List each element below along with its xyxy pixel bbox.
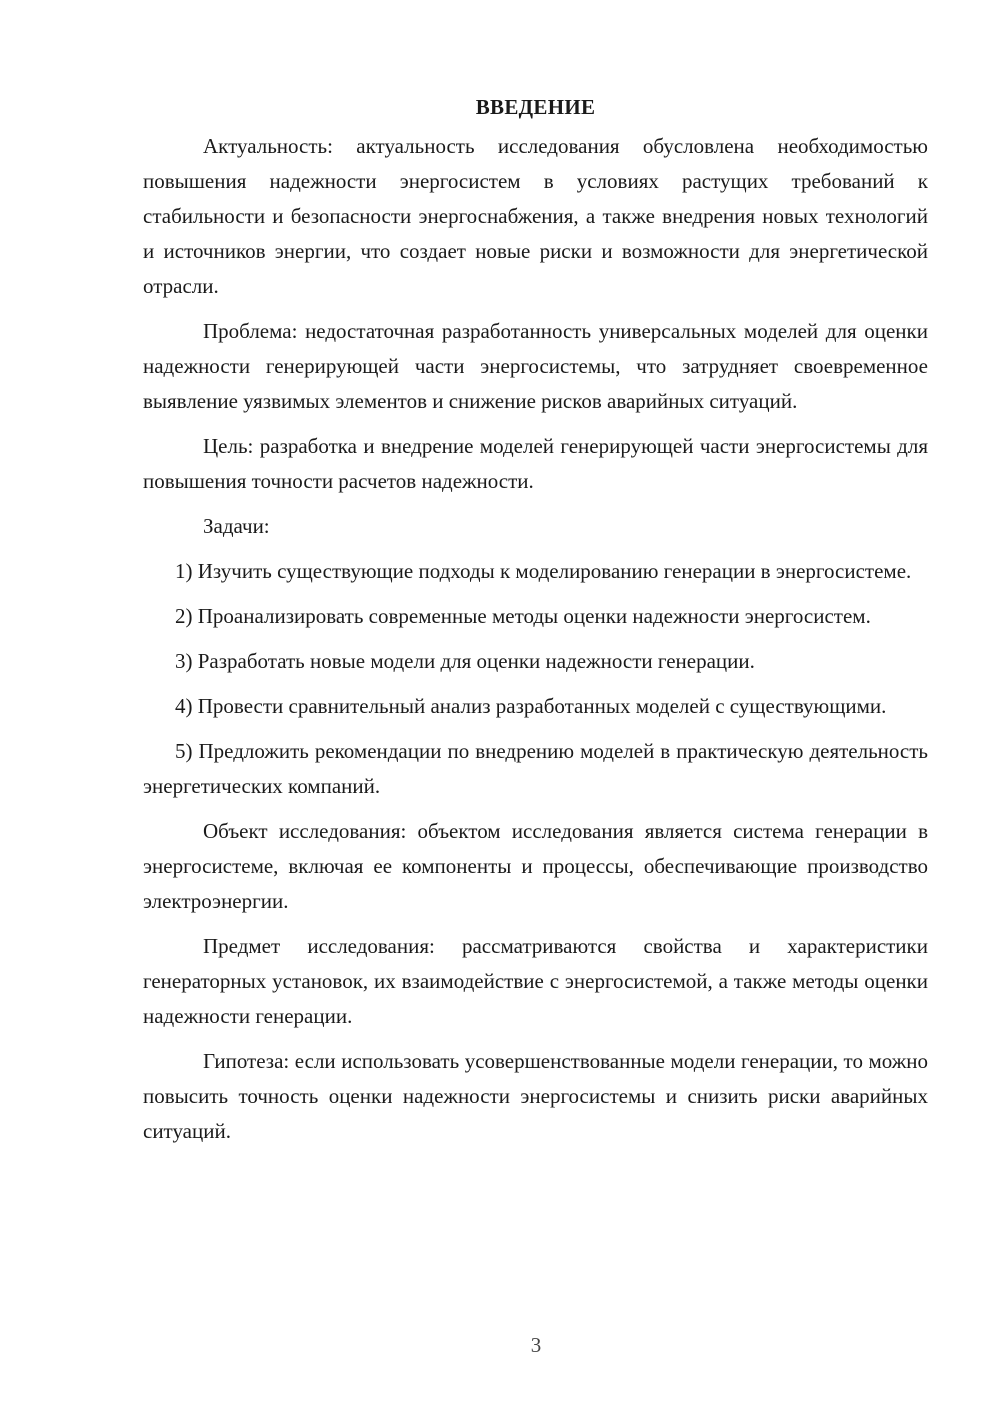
task-item-4: 4) Провести сравнительный анализ разработанных моделей с существующими.	[175, 694, 887, 718]
paragraph-subject: Предмет исследования: рассматриваются свойства и характеристики генераторных установок, их взаимодействие с энергосистемой, а также методы оценки надежности генерации.	[143, 934, 928, 1028]
paragraph-problem: Проблема: недостаточная разработанность универсальных моделей для оценки надежности генерирующей части энергосистемы, что затрудняет своевременное выявление уязвимых элементов и снижение рисков аварийных ситуаций.	[143, 319, 928, 413]
task-item-3: 3) Разработать новые модели для оценки надежности генерации.	[175, 649, 755, 673]
paragraph-object: Объект исследования: объектом исследования является система генерации в энергосистеме, включая ее компоненты и процессы, обеспечивающие производство электроэнергии.	[143, 819, 928, 913]
paragraph-tasks-heading: Задачи:	[203, 514, 270, 538]
task-item-5: 5) Предложить рекомендации по внедрению моделей в практическую деятельность энергетических компаний.	[143, 739, 928, 798]
task-item-1: 1) Изучить существующие подходы к моделированию генерации в энергосистеме.	[175, 559, 912, 583]
paragraph-hypothesis: Гипотеза: если использовать усовершенствованные модели генерации, то можно повысить точность оценки надежности энергосистемы и снизить риски аварийных ситуаций.	[143, 1049, 928, 1143]
paragraph-relevance: Актуальность: актуальность исследования обусловлена необходимостью повышения надежности энергосистем в условиях растущих требований к стабильности и безопасности энергоснабжения, а также внедрения новых технологий и источников энергии, что создает новые риски и возможности для энергетической отрасли.	[143, 134, 928, 298]
paragraph-goal: Цель: разработка и внедрение моделей генерирующей части энергосистемы для повышения точности расчетов надежности.	[143, 434, 928, 493]
page-number: 3	[530, 1333, 542, 1357]
document-page	[143, 90, 928, 1149]
task-item-2: 2) Проанализировать современные методы оценки надежности энергосистем.	[175, 604, 871, 628]
section-title: ВВЕДЕНИЕ	[475, 95, 596, 119]
